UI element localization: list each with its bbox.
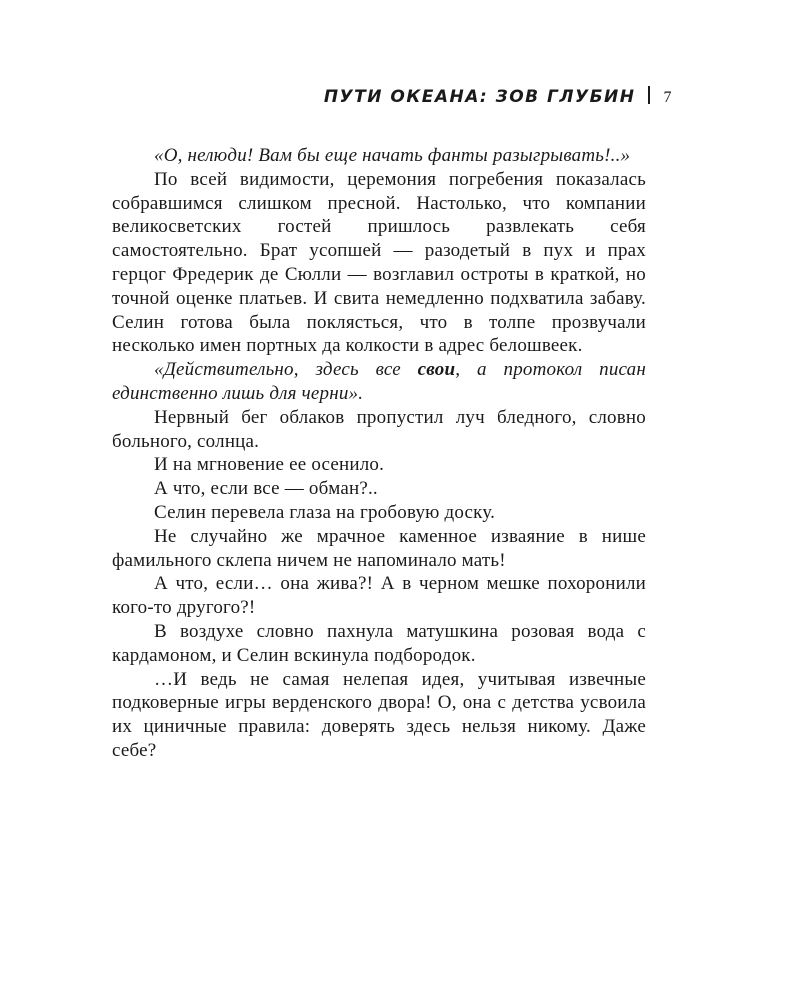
- paragraph: Нервный бег облаков пропустил луч бледного, словно больного, солнца.: [112, 406, 646, 452]
- quote-text: «Действительно, здесь все: [154, 359, 418, 381]
- paragraph: По всей видимости, церемония погребения показалась собравшимся слишком пресной. Настолько, что компании великосветских гостей пришлось развлекать себя самостоятельно. Брат усопшей — разодетый в пух и прах герцог Фредерик де Сюлли — возглавил остроты в краткой, но точной оценке платьев. И свита немедленно подхватила забаву. Селин готова была поклясться, что в толпе прозвучали несколько имен портных да колкости в адрес белошвеек.: [112, 168, 646, 357]
- paragraph-quote: [112, 358, 646, 406]
- paragraph: Селин перевела глаза на гробовую доску.: [154, 501, 496, 523]
- quote-emphasis: свои: [417, 359, 456, 381]
- quote-text: , а протокол писан единственно лишь для черни».: [112, 359, 646, 404]
- header-divider: [648, 86, 650, 104]
- book-title: ПУТИ ОКЕАНА: ЗОВ ГЛУБИН: [323, 87, 636, 107]
- paragraph: И на мгновение ее осенило.: [154, 454, 385, 476]
- paragraph: Не случайно же мрачное каменное изваяние в нише фамильного склепа ничем не напоминало мать!: [112, 525, 646, 571]
- paragraph: В воздухе словно пахнула матушкина розовая вода с кардамоном, и Селин вскинула подбородок.: [112, 620, 646, 666]
- paragraph: «О, нелюди! Вам бы еще начать фанты разыгрывать!..»: [154, 145, 631, 166]
- paragraph: …И ведь не самая нелепая идея, учитывая извечные подковерные игры верденского двора! О, она с детства усвоила их циничные правила: доверять здесь нельзя никому. Даже себе?: [112, 668, 646, 761]
- paragraph: А что, если все — обман?..: [154, 478, 378, 500]
- page-number: 7: [663, 89, 672, 106]
- body-text: [112, 144, 646, 763]
- running-header: [112, 84, 672, 109]
- paragraph: А что, если… она жива?! А в черном мешке похоронили кого-то другого?!: [112, 573, 646, 619]
